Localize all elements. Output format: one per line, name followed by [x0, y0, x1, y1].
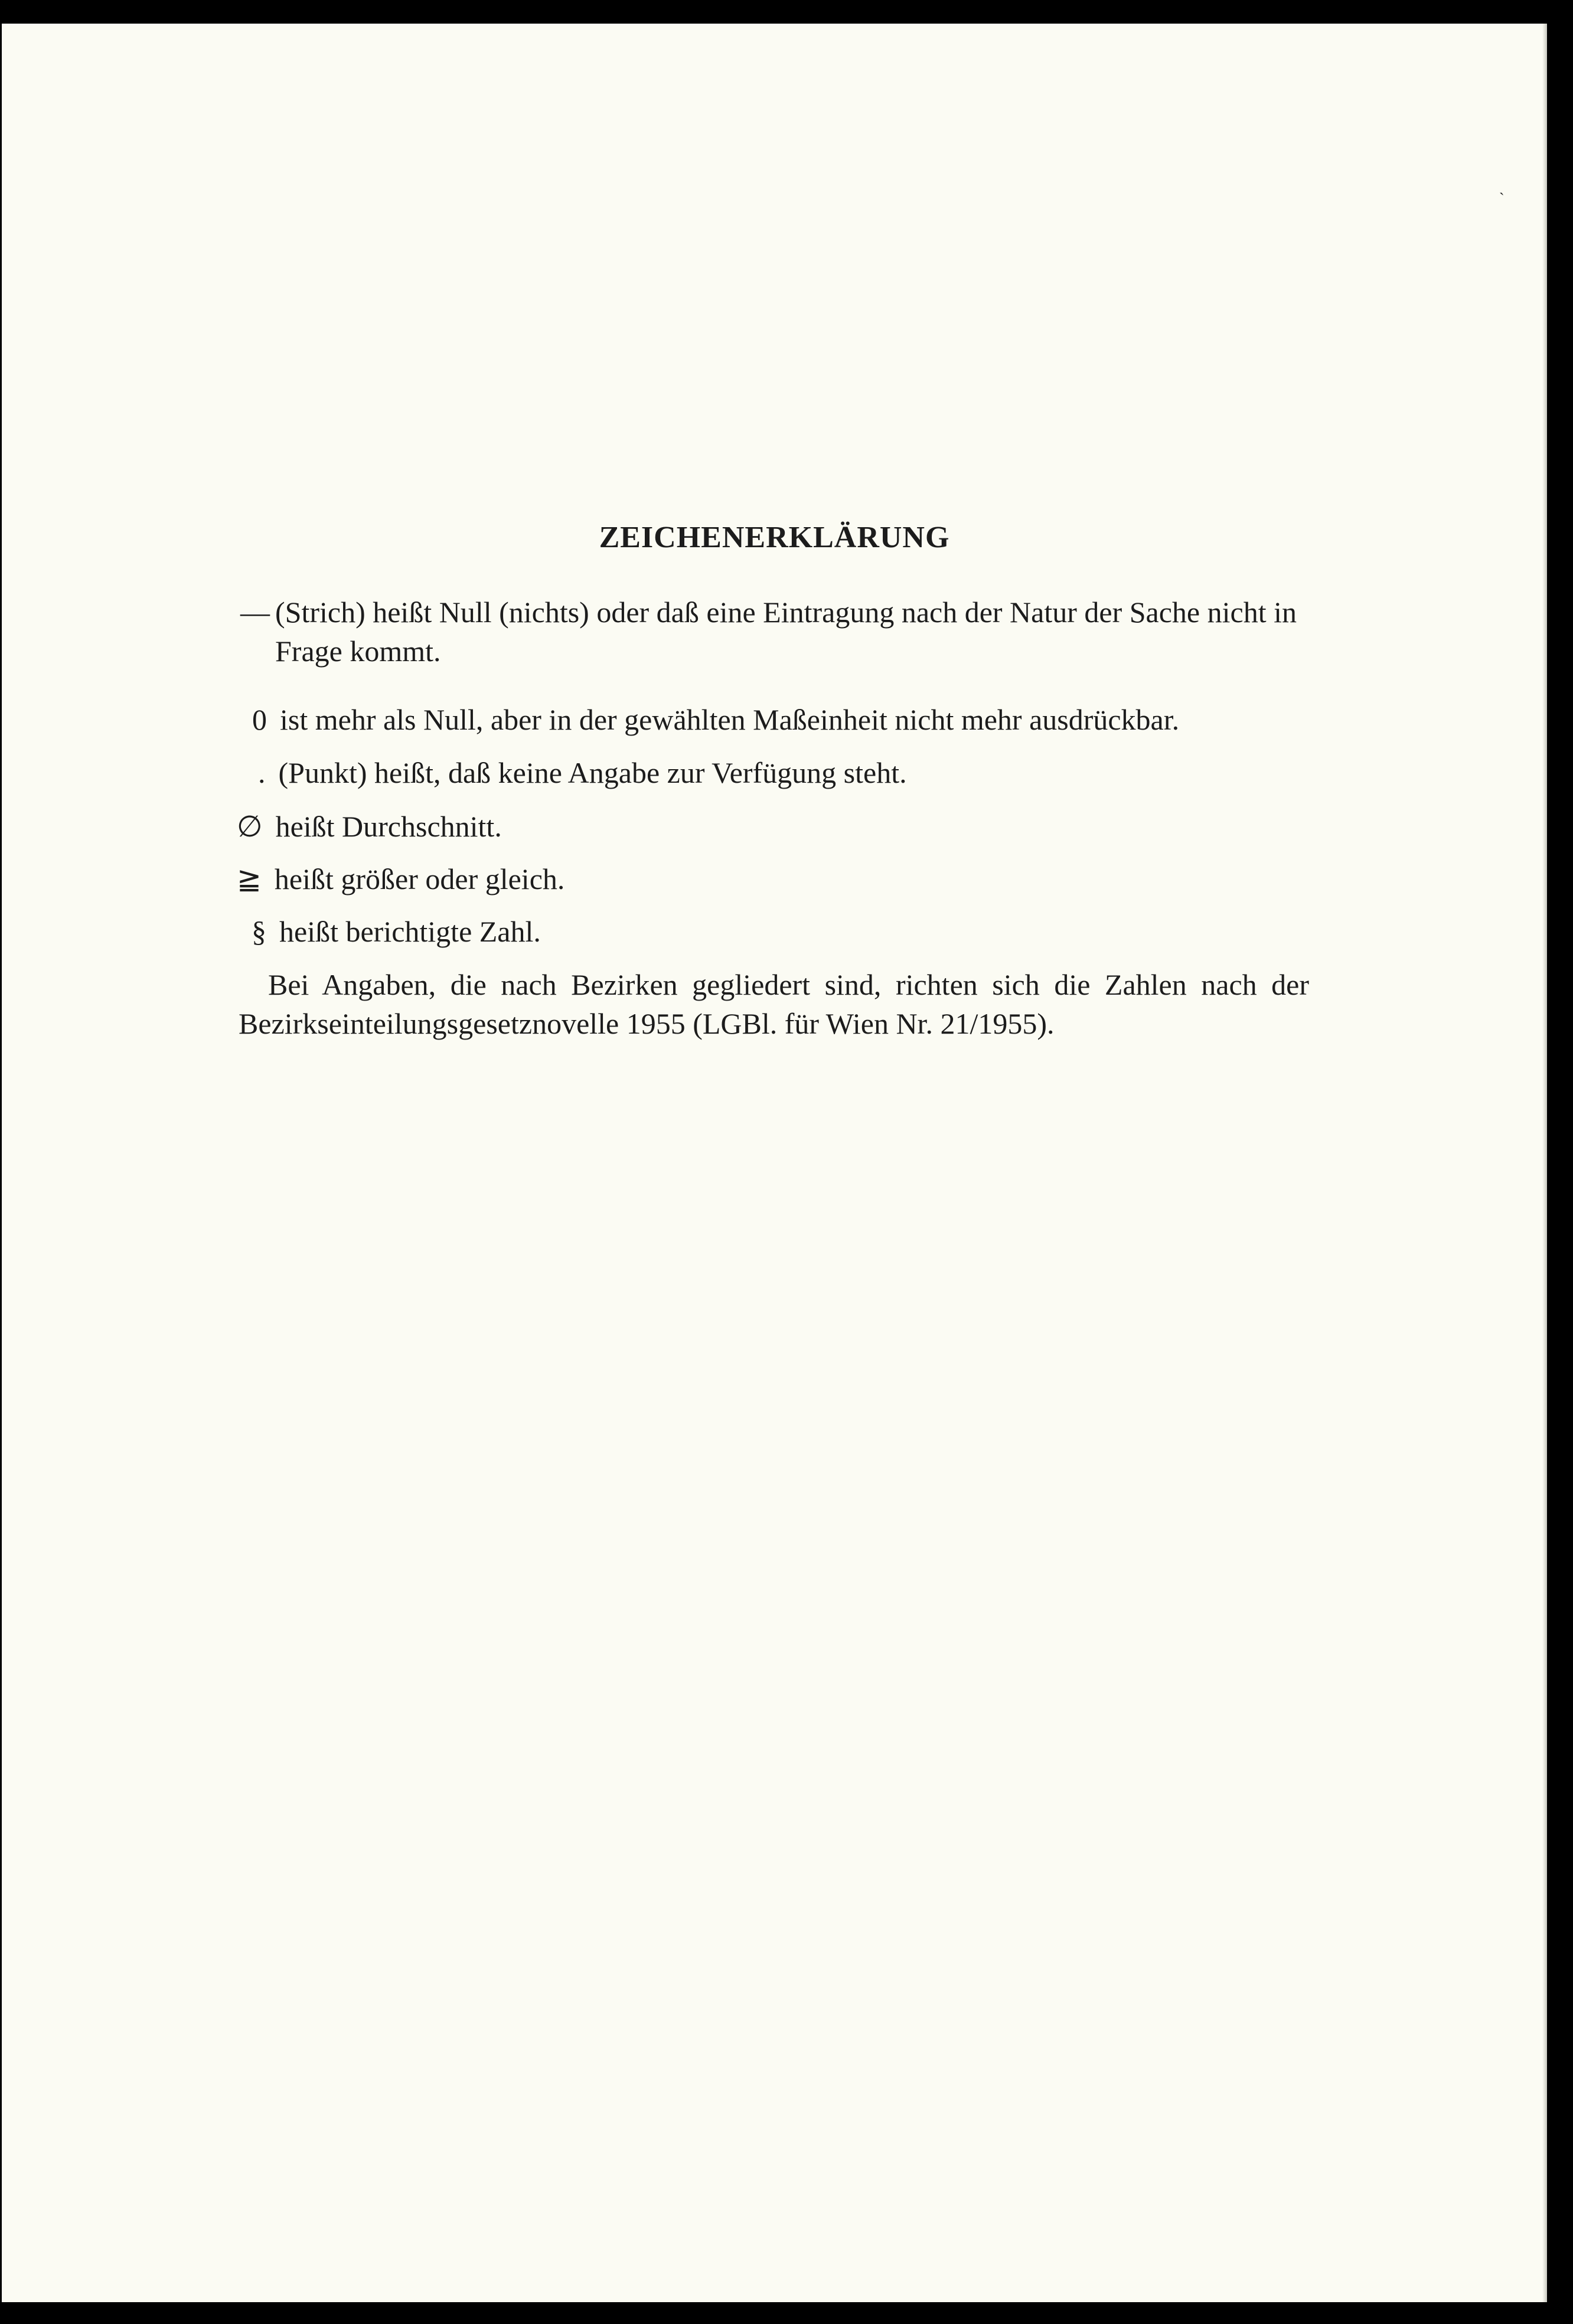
page-title: ZEICHENERKLÄRUNG [599, 521, 950, 554]
legend-entry-zero [252, 700, 1315, 739]
dot-symbol: . [258, 756, 266, 789]
legend-entry-text: (Punkt) heißt, daß keine Angabe zur Verfügung steht. [278, 756, 907, 789]
legend-entry-average [237, 807, 1300, 846]
greater-equal-icon: ≧ [237, 862, 262, 895]
average-icon: ∅ [237, 810, 263, 843]
page-edge-shadow [1542, 24, 1547, 2302]
legend-entry-text: (Strich) heißt Null (nichts) oder daß eine Eintragung nach der Natur der Sache nicht in Frage kommt. [275, 596, 1297, 668]
legend-entry-greater-equal [237, 859, 1300, 898]
section-sign-icon: § [252, 915, 266, 948]
district-note: Bei Angaben, die nach Bezirken gegliedert sind, richten sich die Zahlen nach der Bezirkseinteilungsgesetznovelle 1955 (LGBl. für Wien Nr. 21/1955). [239, 968, 1309, 1040]
document-page [2, 24, 1547, 2302]
legend-entry-text: heißt Durchschnitt. [275, 810, 502, 843]
legend-entry-text: heißt berichtigte Zahl. [279, 915, 541, 948]
legend-entry-dot [258, 753, 1321, 792]
scan-speck: ` [1499, 190, 1505, 207]
dash-symbol: — [240, 596, 270, 629]
legend-entry-section [252, 912, 1314, 951]
legend-entry-text: heißt größer oder gleich. [274, 862, 565, 895]
zero-symbol: 0 [252, 703, 267, 736]
legend-entry-text: ist mehr als Null, aber in der gewählten Maßeinheit nicht mehr ausdrückbar. [280, 703, 1180, 736]
